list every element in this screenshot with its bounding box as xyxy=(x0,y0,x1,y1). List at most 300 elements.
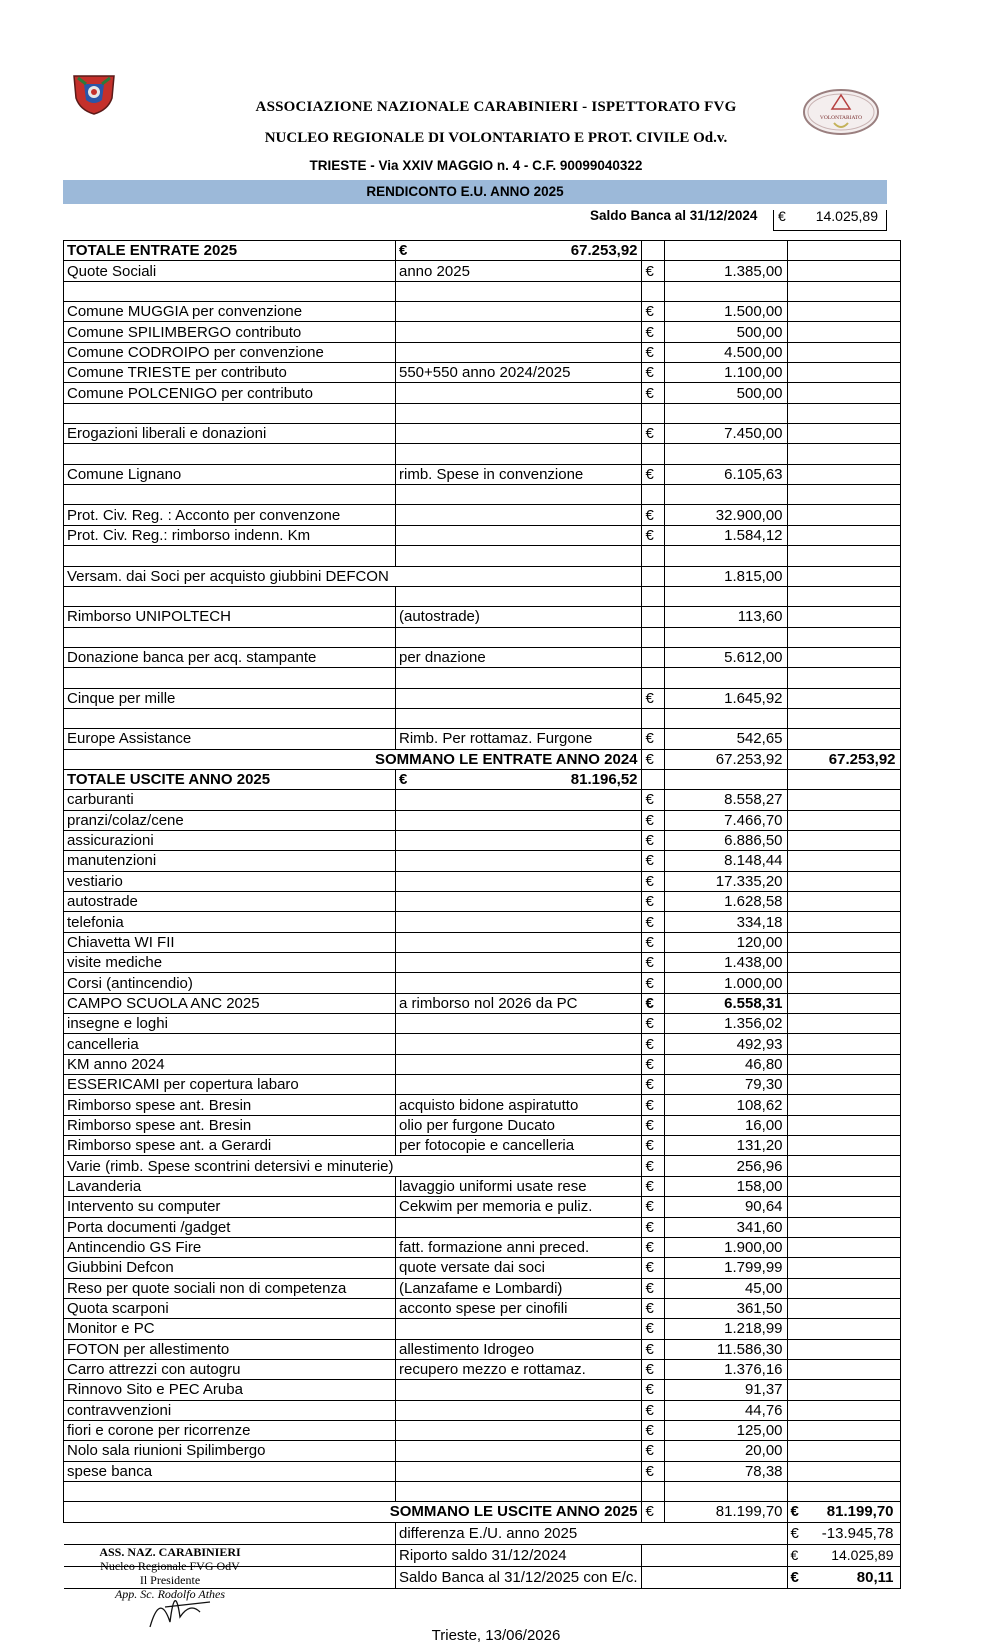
uscita-desc: Intervento su computer xyxy=(64,1197,396,1217)
uscita-currency: € xyxy=(641,932,664,952)
summary-label: Saldo Banca al 31/12/2025 con E/c. xyxy=(396,1566,642,1588)
uscita-desc: KM anno 2024 xyxy=(64,1054,396,1074)
uscita-currency: € xyxy=(641,830,664,850)
uscita-desc: ESSERICAMI per copertura labaro xyxy=(64,1075,396,1095)
uscita-row xyxy=(64,993,901,1013)
title-band xyxy=(63,180,887,204)
uscita-row xyxy=(64,1197,901,1217)
uscita-row xyxy=(64,912,901,932)
uscita-row xyxy=(64,1095,901,1115)
entrata-amount xyxy=(664,546,787,566)
uscita-note xyxy=(396,973,642,993)
uscita-desc: pranzi/colaz/cene xyxy=(64,810,396,830)
uscita-note: olio per furgone Ducato xyxy=(396,1115,642,1135)
entrata-row xyxy=(64,546,901,566)
uscita-note xyxy=(396,830,642,850)
entrata-note xyxy=(396,281,642,301)
uscita-amount: 1.356,02 xyxy=(664,1014,787,1034)
uscita-currency: € xyxy=(641,1014,664,1034)
uscita-note xyxy=(396,1461,642,1481)
uscita-row xyxy=(64,1461,901,1481)
summary-amount: -13.945,78 xyxy=(821,1524,894,1542)
uscita-desc: Corsi (antincendio) xyxy=(64,973,396,993)
entrata-currency xyxy=(641,546,664,566)
uscita-note xyxy=(396,810,642,830)
entrata-desc xyxy=(64,281,396,301)
entrata-amount xyxy=(664,444,787,464)
uscita-currency: € xyxy=(641,1461,664,1481)
uscite-total xyxy=(396,769,642,789)
entrata-row xyxy=(64,607,901,627)
entrate-sum-currency: € xyxy=(641,749,664,769)
summary-row xyxy=(64,1522,901,1544)
entrata-currency: € xyxy=(641,363,664,383)
entrata-row xyxy=(64,688,901,708)
uscita-currency: € xyxy=(641,1197,664,1217)
uscita-desc: fiori e corone per ricorrenze xyxy=(64,1420,396,1440)
nucleo-name: NUCLEO REGIONALE DI VOLONTARIATO E PROT. CIVILE Od.v. xyxy=(264,130,728,146)
uscita-row xyxy=(64,1278,901,1298)
report-title: RENDICONTO E.U. ANNO 2025 xyxy=(366,184,564,199)
uscite-total-value: 81.196,52 xyxy=(570,771,638,789)
entrata-currency: € xyxy=(641,424,664,444)
entrata-amount xyxy=(664,586,787,606)
entrata-amount: 7.450,00 xyxy=(664,424,787,444)
uscita-row xyxy=(64,1380,901,1400)
entrata-row xyxy=(64,485,901,505)
entrata-currency: € xyxy=(641,525,664,545)
uscita-desc: carburanti xyxy=(64,790,396,810)
entrata-note xyxy=(396,485,642,505)
entrata-note xyxy=(396,383,642,403)
uscita-amount: 158,00 xyxy=(664,1176,787,1196)
uscita-row xyxy=(64,851,901,871)
summary-value xyxy=(787,1566,900,1588)
entrata-desc: Comune POLCENIGO per contributo xyxy=(64,383,396,403)
uscita-amount: 7.466,70 xyxy=(664,810,787,830)
entrata-row xyxy=(64,424,901,444)
entrata-currency: € xyxy=(641,383,664,403)
uscite-sum-label: SOMMANO LE USCITE ANNO 2025 xyxy=(64,1502,642,1522)
entrata-desc xyxy=(64,444,396,464)
uscita-note xyxy=(396,790,642,810)
uscita-desc: Lavanderia xyxy=(64,1176,396,1196)
uscita-currency: € xyxy=(641,1054,664,1074)
uscita-desc: Giubbini Defcon xyxy=(64,1258,396,1278)
uscita-desc: FOTON per allestimento xyxy=(64,1339,396,1359)
uscita-note xyxy=(396,1400,642,1420)
entrata-desc: Rimborso UNIPOLTECH xyxy=(64,607,396,627)
summary-currency: € xyxy=(790,1546,799,1563)
uscita-desc: CAMPO SCUOLA ANC 2025 xyxy=(64,993,396,1013)
uscita-note xyxy=(396,1217,642,1237)
svg-text:VOLONTARIATO: VOLONTARIATO xyxy=(819,115,863,121)
uscite-sum-currency: € xyxy=(641,1502,664,1522)
entrata-currency xyxy=(641,444,664,464)
uscita-amount: 256,96 xyxy=(664,1156,787,1176)
uscita-currency: € xyxy=(641,993,664,1013)
uscita-desc: telefonia xyxy=(64,912,396,932)
entrata-note xyxy=(396,525,642,545)
entrate-sum-label: SOMMANO LE ENTRATE ANNO 2024 xyxy=(64,749,642,769)
uscita-amount: 16,00 xyxy=(664,1115,787,1135)
entrata-desc xyxy=(64,403,396,423)
entrata-desc xyxy=(64,627,396,647)
entrata-row xyxy=(64,342,901,362)
uscita-currency: € xyxy=(641,1319,664,1339)
uscita-row xyxy=(64,1359,901,1379)
entrata-desc: Comune Lignano xyxy=(64,464,396,484)
entrata-amount: 1.584,12 xyxy=(664,525,787,545)
entrata-note xyxy=(396,302,642,322)
entrata-amount xyxy=(664,627,787,647)
entrata-desc: Versam. dai Soci per acquisto giubbini DEFCON xyxy=(64,566,642,586)
uscita-row xyxy=(64,1115,901,1135)
uscita-desc: Monitor e PC xyxy=(64,1319,396,1339)
uscita-note xyxy=(396,1420,642,1440)
entrata-amount xyxy=(664,708,787,728)
uscita-currency: € xyxy=(641,1441,664,1461)
uscita-note: allestimento Idrogeo xyxy=(396,1339,642,1359)
entrata-row xyxy=(64,281,901,301)
uscita-row xyxy=(64,810,901,830)
signature-image xyxy=(140,1572,220,1632)
uscita-desc: Rimborso spese ant. a Gerardi xyxy=(64,1136,396,1156)
entrata-desc: Quote Sociali xyxy=(64,261,396,281)
uscita-currency: € xyxy=(641,1034,664,1054)
entrata-note xyxy=(396,444,642,464)
uscita-desc: Rimborso spese ant. Bresin xyxy=(64,1115,396,1135)
uscite-sum-total xyxy=(787,1502,900,1522)
uscita-row xyxy=(64,1400,901,1420)
uscita-amount: 46,80 xyxy=(664,1054,787,1074)
uscita-note: acquisto bidone aspiratutto xyxy=(396,1095,642,1115)
uscita-currency: € xyxy=(641,953,664,973)
uscita-row xyxy=(64,1014,901,1034)
entrata-note xyxy=(396,627,642,647)
entrata-amount: 1.815,00 xyxy=(664,566,787,586)
entrata-row xyxy=(64,403,901,423)
saldo-top-value: 14.025,89 xyxy=(815,208,878,224)
summary-value xyxy=(787,1544,900,1566)
entrata-note xyxy=(396,546,642,566)
uscita-currency: € xyxy=(641,1075,664,1095)
uscita-amount: 1.900,00 xyxy=(664,1237,787,1257)
stamp-line-2: Nucleo Regionale FVG OdV xyxy=(100,1559,240,1573)
uscita-currency: € xyxy=(641,871,664,891)
uscita-note xyxy=(396,953,642,973)
uscita-note: Cekwim per memoria e puliz. xyxy=(396,1197,642,1217)
entrata-amount: 500,00 xyxy=(664,322,787,342)
uscita-row xyxy=(64,1034,901,1054)
entrata-currency xyxy=(641,668,664,688)
entrata-row xyxy=(64,668,901,688)
uscita-amount xyxy=(664,1481,787,1501)
uscita-desc: visite mediche xyxy=(64,953,396,973)
uscita-desc: Quota scarponi xyxy=(64,1298,396,1318)
uscita-row xyxy=(64,1441,901,1461)
entrata-note: anno 2025 xyxy=(396,261,642,281)
entrata-desc: Comune MUGGIA per convenzione xyxy=(64,302,396,322)
uscita-note xyxy=(396,1054,642,1074)
uscita-note xyxy=(396,932,642,952)
entrata-desc: Europe Assistance xyxy=(64,729,396,749)
uscita-note: lavaggio uniformi usate rese xyxy=(396,1176,642,1196)
uscita-desc: Rinnovo Sito e PEC Aruba xyxy=(64,1380,396,1400)
entrata-desc xyxy=(64,586,396,606)
entrata-amount: 500,00 xyxy=(664,383,787,403)
uscita-currency: € xyxy=(641,810,664,830)
uscita-row xyxy=(64,1176,901,1196)
entrata-amount: 1.385,00 xyxy=(664,261,787,281)
entrata-note xyxy=(396,424,642,444)
uscita-row xyxy=(64,1075,901,1095)
uscita-note xyxy=(396,1481,642,1501)
saldo-top-currency: € xyxy=(778,208,786,224)
uscita-row xyxy=(64,1258,901,1278)
entrata-row xyxy=(64,729,901,749)
uscita-row xyxy=(64,1054,901,1074)
entrate-total-value: 67.253,92 xyxy=(570,242,638,260)
uscita-row xyxy=(64,1420,901,1440)
entrata-row xyxy=(64,261,901,281)
association-name: ASSOCIAZIONE NAZIONALE CARABINIERI - ISPETTORATO FVG xyxy=(255,99,737,115)
entrata-row xyxy=(64,383,901,403)
entrata-currency: € xyxy=(641,729,664,749)
uscita-currency: € xyxy=(641,1278,664,1298)
summary-amount: 80,11 xyxy=(856,1568,894,1586)
entrata-row xyxy=(64,505,901,525)
uscita-amount: 91,37 xyxy=(664,1380,787,1400)
uscita-currency: € xyxy=(641,1380,664,1400)
uscita-note xyxy=(396,1380,642,1400)
uscita-amount: 8.558,27 xyxy=(664,790,787,810)
entrata-amount: 32.900,00 xyxy=(664,505,787,525)
uscita-amount: 45,00 xyxy=(664,1278,787,1298)
uscita-note xyxy=(396,1075,642,1095)
uscita-currency: € xyxy=(641,1298,664,1318)
saldo-top-cell xyxy=(773,210,887,231)
uscita-amount: 78,38 xyxy=(664,1461,787,1481)
entrata-amount: 5.612,00 xyxy=(664,647,787,667)
entrata-row xyxy=(64,464,901,484)
uscita-amount: 11.586,30 xyxy=(664,1339,787,1359)
uscita-row xyxy=(64,1481,901,1501)
uscita-note xyxy=(396,1014,642,1034)
entrata-currency xyxy=(641,485,664,505)
uscita-row xyxy=(64,1136,901,1156)
uscite-total-currency: € xyxy=(399,771,408,789)
saldo-top-label: Saldo Banca al 31/12/2024 xyxy=(590,208,758,223)
uscita-note: recupero mezzo e rottamaz. xyxy=(396,1359,642,1379)
entrate-title: TOTALE ENTRATE 2025 xyxy=(64,241,396,261)
summary-label: Riporto saldo 31/12/2024 xyxy=(396,1544,642,1566)
entrata-currency: € xyxy=(641,342,664,362)
entrata-desc xyxy=(64,708,396,728)
entrata-row xyxy=(64,444,901,464)
uscita-desc: vestiario xyxy=(64,871,396,891)
entrata-note xyxy=(396,505,642,525)
entrata-currency: € xyxy=(641,302,664,322)
uscita-desc: Carro attrezzi con autogru xyxy=(64,1359,396,1379)
entrata-currency: € xyxy=(641,261,664,281)
place-date: Trieste, 13/06/2026 xyxy=(431,1627,561,1644)
uscita-amount: 1.000,00 xyxy=(664,973,787,993)
address-line: TRIESTE - Via XXIV MAGGIO n. 4 - C.F. 90099040322 xyxy=(309,158,643,173)
entrata-desc: Cinque per mille xyxy=(64,688,396,708)
stamp-line-3: Il Presidente xyxy=(139,1573,201,1587)
summary-currency: € xyxy=(790,1524,799,1542)
entrata-desc: Comune TRIESTE per contributo xyxy=(64,363,396,383)
uscita-amount: 492,93 xyxy=(664,1034,787,1054)
stamp-line-4: App. Sc. Rodolfo Athes xyxy=(114,1587,226,1601)
uscita-desc: Reso per quote sociali non di competenza xyxy=(64,1278,396,1298)
entrata-desc: Prot. Civ. Reg. : Acconto per convenzone xyxy=(64,505,396,525)
uscita-currency: € xyxy=(641,1136,664,1156)
entrata-desc: Comune CODROIPO per convenzione xyxy=(64,342,396,362)
entrata-currency xyxy=(641,647,664,667)
entrata-desc xyxy=(64,546,396,566)
entrata-note: per dnazione xyxy=(396,647,642,667)
uscita-row xyxy=(64,1319,901,1339)
uscita-note xyxy=(396,1034,642,1054)
uscita-note: (Lanzafame e Lombardi) xyxy=(396,1278,642,1298)
entrata-row xyxy=(64,363,901,383)
uscita-currency: € xyxy=(641,973,664,993)
entrata-currency xyxy=(641,566,664,586)
uscita-amount: 1.376,16 xyxy=(664,1359,787,1379)
uscita-note xyxy=(396,892,642,912)
uscita-desc: autostrade xyxy=(64,892,396,912)
uscita-desc: Rimborso spese ant. Bresin xyxy=(64,1095,396,1115)
uscita-desc: Antincendio GS Fire xyxy=(64,1237,396,1257)
stamp-line-1: ASS. NAZ. CARABINIERI xyxy=(99,1545,241,1559)
uscita-amount: 17.335,20 xyxy=(664,871,787,891)
uscite-sum-total-value: 81.199,70 xyxy=(826,1503,894,1521)
uscita-currency: € xyxy=(641,1339,664,1359)
entrata-desc: Comune SPILIMBERGO contributo xyxy=(64,322,396,342)
entrata-note: Rimb. Per rottamaz. Furgone xyxy=(396,729,642,749)
entrata-note xyxy=(396,688,642,708)
uscita-amount: 131,20 xyxy=(664,1136,787,1156)
uscita-currency: € xyxy=(641,851,664,871)
entrata-amount xyxy=(664,485,787,505)
entrata-amount: 113,60 xyxy=(664,607,787,627)
entrata-note xyxy=(396,403,642,423)
uscita-currency: € xyxy=(641,1258,664,1278)
uscita-note: acconto spese per cinofili xyxy=(396,1298,642,1318)
entrata-amount: 542,65 xyxy=(664,729,787,749)
uscita-currency: € xyxy=(641,1115,664,1135)
uscita-currency: € xyxy=(641,1359,664,1379)
entrata-note xyxy=(396,586,642,606)
entrata-note xyxy=(396,668,642,688)
uscita-note: a rimborso nol 2026 da PC xyxy=(396,993,642,1013)
uscita-desc: contravvenzioni xyxy=(64,1400,396,1420)
entrate-header-row xyxy=(64,241,901,261)
uscita-desc: cancelleria xyxy=(64,1034,396,1054)
uscita-amount: 44,76 xyxy=(664,1400,787,1420)
uscita-currency xyxy=(641,1481,664,1501)
entrata-note: (autostrade) xyxy=(396,607,642,627)
uscita-amount: 8.148,44 xyxy=(664,851,787,871)
entrata-note: 550+550 anno 2024/2025 xyxy=(396,363,642,383)
uscita-currency: € xyxy=(641,1217,664,1237)
summary-amount: 14.025,89 xyxy=(831,1546,894,1563)
entrata-desc xyxy=(64,668,396,688)
entrata-note: rimb. Spese in convenzione xyxy=(396,464,642,484)
entrata-row xyxy=(64,525,901,545)
uscita-desc: Chiavetta WI FII xyxy=(64,932,396,952)
entrata-amount xyxy=(664,403,787,423)
uscita-amount: 79,30 xyxy=(664,1075,787,1095)
entrata-note xyxy=(396,322,642,342)
entrata-amount: 1.500,00 xyxy=(664,302,787,322)
uscita-note: quote versate dai soci xyxy=(396,1258,642,1278)
uscita-amount: 1.628,58 xyxy=(664,892,787,912)
entrata-currency xyxy=(641,708,664,728)
entrata-currency xyxy=(641,403,664,423)
uscite-title: TOTALE USCITE ANNO 2025 xyxy=(64,769,396,789)
uscita-row xyxy=(64,1237,901,1257)
rendiconto-table xyxy=(63,240,901,1589)
uscita-amount: 125,00 xyxy=(664,1420,787,1440)
uscita-row xyxy=(64,892,901,912)
entrata-currency xyxy=(641,627,664,647)
uscita-note xyxy=(396,912,642,932)
entrata-row xyxy=(64,647,901,667)
entrata-currency: € xyxy=(641,464,664,484)
entrata-amount: 1.100,00 xyxy=(664,363,787,383)
uscita-row xyxy=(64,1339,901,1359)
uscita-currency: € xyxy=(641,912,664,932)
uscita-amount: 120,00 xyxy=(664,932,787,952)
uscita-amount: 108,62 xyxy=(664,1095,787,1115)
entrata-currency: € xyxy=(641,688,664,708)
uscita-amount: 90,64 xyxy=(664,1197,787,1217)
uscite-sum-amount: 81.199,70 xyxy=(664,1502,787,1522)
entrate-total xyxy=(396,241,642,261)
entrata-desc xyxy=(64,485,396,505)
uscita-currency: € xyxy=(641,1420,664,1440)
uscita-desc: Porta documenti /gadget xyxy=(64,1217,396,1237)
uscita-amount: 341,60 xyxy=(664,1217,787,1237)
uscita-note xyxy=(396,871,642,891)
entrata-desc: Donazione banca per acq. stampante xyxy=(64,647,396,667)
entrata-row xyxy=(64,586,901,606)
uscite-header-row xyxy=(64,769,901,789)
uscita-amount: 1.799,99 xyxy=(664,1258,787,1278)
entrate-sum-amount: 67.253,92 xyxy=(664,749,787,769)
entrate-total-currency: € xyxy=(399,242,408,260)
uscita-desc: assicurazioni xyxy=(64,830,396,850)
entrata-amount xyxy=(664,281,787,301)
uscita-amount: 6.558,31 xyxy=(664,993,787,1013)
uscita-amount: 20,00 xyxy=(664,1441,787,1461)
summary-currency: € xyxy=(790,1568,799,1586)
entrate-sum-row xyxy=(64,749,901,769)
entrata-row xyxy=(64,302,901,322)
entrata-desc: Erogazioni liberali e donazioni xyxy=(64,424,396,444)
entrata-currency xyxy=(641,586,664,606)
entrata-row xyxy=(64,627,901,647)
uscita-amount: 1.218,99 xyxy=(664,1319,787,1339)
uscita-row xyxy=(64,973,901,993)
uscita-note xyxy=(396,1441,642,1461)
uscite-sum-row xyxy=(64,1502,901,1522)
uscita-amount: 6.886,50 xyxy=(664,830,787,850)
summary-value xyxy=(787,1522,900,1544)
